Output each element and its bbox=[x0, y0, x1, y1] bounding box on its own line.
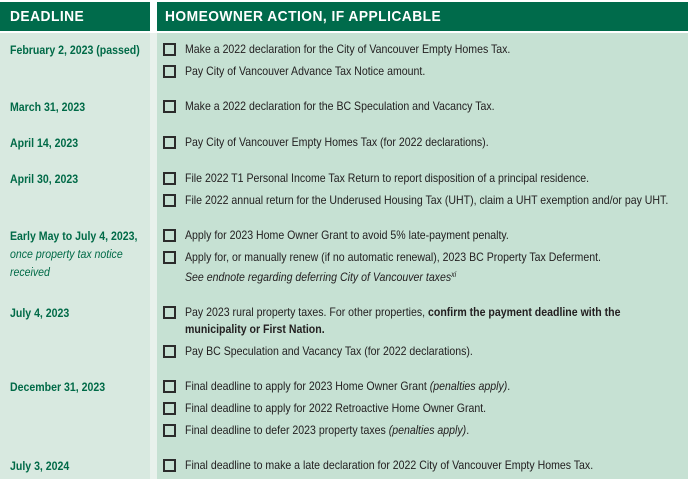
action-text bbox=[185, 63, 688, 80]
action-text-segment: Pay 2023 rural property taxes. For other properties, bbox=[185, 305, 429, 319]
action-item bbox=[163, 134, 688, 151]
deadline-label: March 31, 2023 bbox=[10, 100, 86, 114]
action-item bbox=[163, 422, 688, 439]
action-checkbox[interactable] bbox=[163, 424, 176, 437]
table-header bbox=[0, 2, 688, 31]
action-text-line bbox=[185, 422, 628, 439]
table-row bbox=[0, 33, 688, 90]
action-text bbox=[185, 304, 688, 338]
deadline-label: December 31, 2023 bbox=[10, 380, 106, 394]
table-row bbox=[0, 370, 688, 449]
action-text-segment: Make a 2022 declaration for the BC Speculation and Vacancy Tax. bbox=[185, 99, 495, 113]
action-text-segment: Pay BC Speculation and Vacancy Tax (for 2022 declarations). bbox=[185, 344, 473, 358]
action-item bbox=[163, 170, 688, 187]
action-text-segment: Pay City of Vancouver Advance Tax Notice amount. bbox=[185, 64, 426, 78]
action-header-label: HOMEOWNER ACTION, IF APPLICABLE bbox=[165, 8, 442, 25]
table-row bbox=[0, 296, 688, 370]
action-text-segment: Pay City of Vancouver Empty Homes Tax (for 2022 declarations). bbox=[185, 135, 489, 149]
action-text-segment: See endnote regarding deferring City of Vancouver taxes bbox=[185, 270, 452, 284]
action-text-segment: File 2022 annual return for the Underused Housing Tax (UHT), claim a UHT exemption and/or pay UHT. bbox=[185, 193, 669, 207]
table-row bbox=[0, 449, 688, 479]
actions-cell bbox=[157, 170, 688, 209]
action-text-segment: . bbox=[507, 379, 511, 393]
action-text-line bbox=[185, 378, 628, 395]
action-text-line bbox=[185, 41, 628, 58]
action-text-line bbox=[185, 321, 628, 338]
action-text-segment: (penalties apply) bbox=[388, 423, 467, 437]
action-checkbox[interactable] bbox=[163, 402, 176, 415]
table-row bbox=[0, 90, 688, 126]
deadline-cell bbox=[0, 227, 157, 286]
action-text-segment: (penalties apply) bbox=[429, 379, 508, 393]
action-text-segment: Final deadline to apply for 2023 Home Owner Grant bbox=[185, 379, 430, 393]
action-item bbox=[163, 41, 688, 58]
actions-cell bbox=[157, 378, 688, 439]
deadline-header-label: DEADLINE bbox=[10, 8, 85, 25]
deadline-label: July 3, 2024 bbox=[10, 459, 70, 473]
actions-cell bbox=[157, 134, 688, 152]
action-checkbox[interactable] bbox=[163, 459, 176, 472]
action-checkbox[interactable] bbox=[163, 306, 176, 319]
action-text bbox=[185, 41, 688, 58]
action-text-line bbox=[185, 400, 628, 417]
deadline-cell bbox=[0, 170, 157, 209]
action-checkbox[interactable] bbox=[163, 345, 176, 358]
action-text-line bbox=[185, 227, 628, 244]
action-text-line bbox=[185, 63, 628, 80]
action-text-line bbox=[185, 134, 628, 151]
action-item bbox=[163, 304, 688, 338]
action-header-cell bbox=[157, 2, 688, 31]
action-text-segment: Final deadline to defer 2023 property taxes bbox=[185, 423, 389, 437]
deadline-cell bbox=[0, 134, 157, 152]
action-text-line bbox=[185, 170, 628, 187]
action-text-segment: confirm the payment deadline with the bbox=[428, 305, 621, 319]
actions-cell bbox=[157, 304, 688, 360]
action-checkbox[interactable] bbox=[163, 251, 176, 264]
action-text-line bbox=[185, 343, 628, 360]
action-item bbox=[163, 63, 688, 80]
deadline-label: once property tax notice bbox=[10, 247, 123, 261]
deadline-label: July 4, 2023 bbox=[10, 306, 70, 320]
action-text-line bbox=[185, 249, 628, 266]
action-text-segment: Apply for 2023 Home Owner Grant to avoid 5% late-payment penalty. bbox=[185, 228, 509, 242]
table-row bbox=[0, 219, 688, 296]
table-row bbox=[0, 126, 688, 162]
action-text-segment: municipality or First Nation. bbox=[185, 322, 325, 336]
action-text bbox=[185, 249, 688, 286]
action-checkbox[interactable] bbox=[163, 380, 176, 393]
action-text bbox=[185, 134, 688, 151]
action-checkbox[interactable] bbox=[163, 65, 176, 78]
action-text-line bbox=[185, 457, 628, 474]
action-item bbox=[163, 249, 688, 286]
action-checkbox[interactable] bbox=[163, 229, 176, 242]
action-text-segment: File 2022 T1 Personal Income Tax Return to report disposition of a principal residence. bbox=[185, 171, 590, 185]
deadline-cell bbox=[0, 304, 157, 360]
action-item bbox=[163, 400, 688, 417]
action-text bbox=[185, 457, 688, 474]
deadline-cell bbox=[0, 98, 157, 116]
header-divider bbox=[150, 2, 157, 31]
endnote-reference: xi bbox=[451, 270, 457, 279]
action-checkbox[interactable] bbox=[163, 172, 176, 185]
action-text-segment: Apply for, or manually renew (if no automatic renewal), 2023 BC Property Tax Deferment. bbox=[185, 250, 601, 264]
deadline-label: April 14, 2023 bbox=[10, 136, 79, 150]
action-checkbox[interactable] bbox=[163, 136, 176, 149]
action-item bbox=[163, 192, 688, 209]
action-text-segment: Final deadline to apply for 2022 Retroactive Home Owner Grant. bbox=[185, 401, 487, 415]
action-item bbox=[163, 343, 688, 360]
action-item bbox=[163, 227, 688, 244]
deadline-cell bbox=[0, 457, 157, 475]
action-text-line bbox=[185, 266, 628, 286]
action-text-segment: Final deadline to make a late declaration for 2022 City of Vancouver Empty Homes Tax. bbox=[185, 458, 594, 472]
action-text bbox=[185, 343, 688, 360]
action-text bbox=[185, 378, 688, 395]
action-text bbox=[185, 170, 688, 187]
action-text-segment: Make a 2022 declaration for the City of Vancouver Empty Homes Tax. bbox=[185, 42, 511, 56]
table-row bbox=[0, 162, 688, 219]
actions-cell bbox=[157, 98, 688, 116]
actions-cell bbox=[157, 227, 688, 286]
deadline-label: February 2, 2023 (passed) bbox=[10, 43, 140, 57]
action-item bbox=[163, 457, 688, 474]
deadline-label: April 30, 2023 bbox=[10, 172, 79, 186]
action-text bbox=[185, 400, 688, 417]
action-text bbox=[185, 192, 688, 209]
deadline-label: received bbox=[10, 265, 50, 279]
action-item bbox=[163, 98, 688, 115]
action-text bbox=[185, 227, 688, 244]
actions-cell bbox=[157, 41, 688, 80]
deadline-label: Early May to July 4, 2023, bbox=[10, 229, 138, 243]
deadline-cell bbox=[0, 378, 157, 439]
deadline-header-cell bbox=[0, 2, 150, 31]
table-body bbox=[0, 33, 688, 479]
action-text bbox=[185, 422, 688, 439]
actions-cell bbox=[157, 457, 688, 475]
action-text-segment: . bbox=[466, 423, 470, 437]
action-checkbox[interactable] bbox=[163, 194, 176, 207]
action-text-line bbox=[185, 304, 628, 321]
deadline-cell bbox=[0, 41, 157, 80]
action-text-line bbox=[185, 98, 628, 115]
action-item bbox=[163, 378, 688, 395]
action-checkbox[interactable] bbox=[163, 43, 176, 56]
action-text-line bbox=[185, 192, 669, 209]
action-text bbox=[185, 98, 688, 115]
action-checkbox[interactable] bbox=[163, 100, 176, 113]
